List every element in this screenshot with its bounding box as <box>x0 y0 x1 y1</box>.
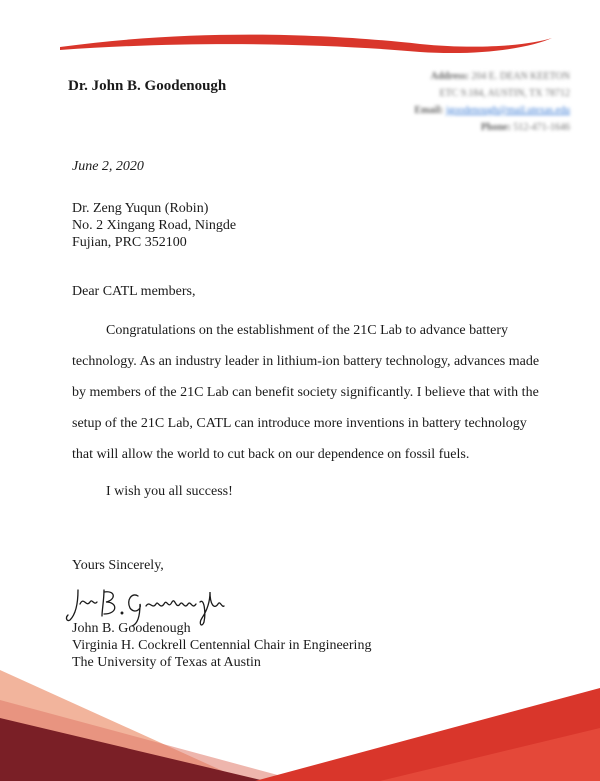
body-paragraph-1: Congratulations on the establishment of the 21C Lab to advance battery technology. As an industry leader in lithium-ion battery technology, advances made by members of the 21C Lab can benefit society significantly. I believe that with the setup of the 21C Lab, CATL can introduce more inventions in battery technology that will allow the world to cut back on our dependence on fossil fuels. <box>72 323 540 462</box>
email-label: Email: <box>414 105 444 116</box>
signer-name: John B. Goodenough <box>72 621 191 636</box>
address-label: Address: <box>430 71 469 82</box>
body-paragraph-2: I wish you all success! <box>106 484 233 499</box>
email-line <box>320 102 570 119</box>
header-swoosh-decoration <box>0 0 600 70</box>
address-value: 204 E. DEAN KEETON <box>471 71 570 82</box>
letter-body <box>72 315 542 470</box>
recipient-street: No. 2 Xingang Road, Ningde <box>72 218 237 233</box>
recipient-city: Fujian, PRC 352100 <box>72 235 187 250</box>
recipient-name: Dr. Zeng Yuqun (Robin) <box>72 201 209 216</box>
letter-date: June 2, 2020 <box>72 159 144 174</box>
address-line-1 <box>320 68 570 85</box>
signer-institution: The University of Texas at Austin <box>72 655 261 670</box>
phone-value: 512-471-1646 <box>513 122 570 133</box>
recipient-address <box>72 200 236 251</box>
closing: Yours Sincerely, <box>72 558 164 573</box>
footer-decoration <box>0 660 600 781</box>
signer-title: Virginia H. Cockrell Centennial Chair in Engineering <box>72 638 372 653</box>
email-link[interactable]: jgoodenough@mail.utexas.edu <box>445 105 570 116</box>
phone-line <box>320 119 570 136</box>
letterhead-name: Dr. John B. Goodenough <box>68 78 227 94</box>
salutation: Dear CATL members, <box>72 284 196 299</box>
address-line-2: ETC 9.184, AUSTIN, TX 78712 <box>439 88 570 99</box>
letterhead-contact-block <box>320 68 570 136</box>
phone-label: Phone: <box>480 122 511 133</box>
